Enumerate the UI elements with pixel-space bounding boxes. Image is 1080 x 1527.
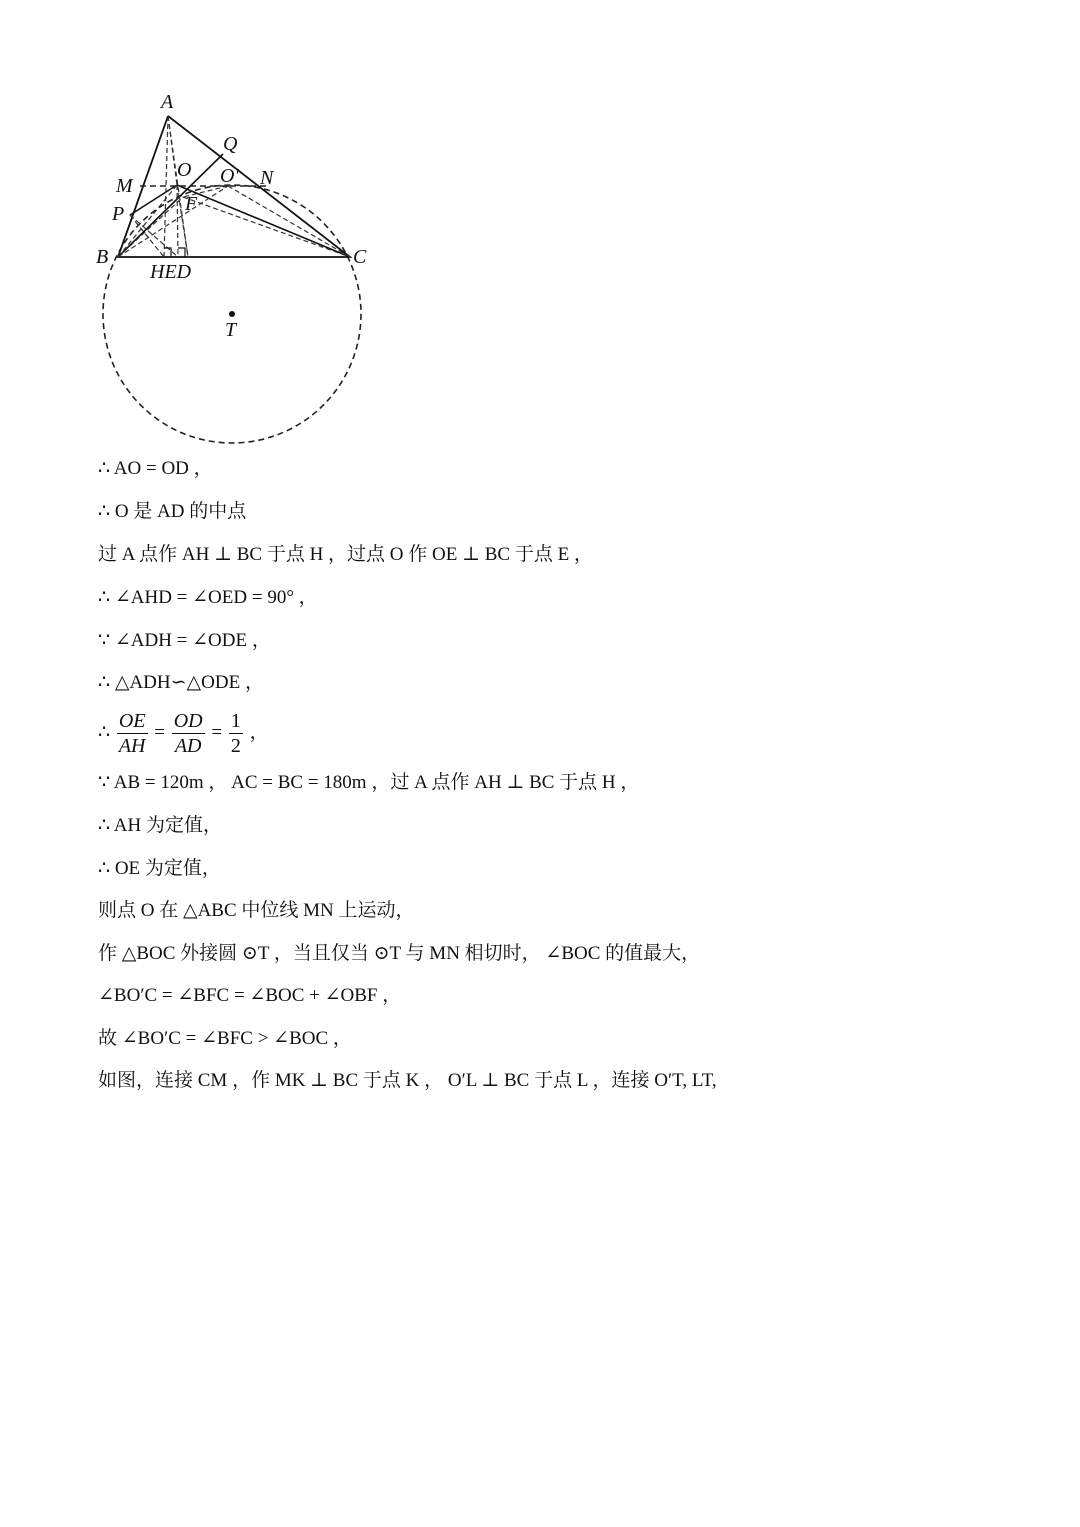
solution-line-13: ∠BO′C = ∠BFC = ∠BOC + ∠OBF ，	[98, 985, 402, 1006]
label-Q: Q	[223, 133, 238, 155]
solution-line-2: ∴ O 是 AD 的中点	[98, 501, 247, 522]
line-FC	[183, 197, 350, 257]
fraction-oe-ah	[117, 709, 148, 758]
label-N: N	[260, 167, 274, 189]
fraction-2-numerator: OD	[173, 710, 203, 733]
fraction-1-denominator: AH	[118, 735, 146, 758]
fraction-prefix: ∴	[98, 722, 111, 743]
fraction-one-half	[229, 709, 243, 758]
label-F: F	[185, 193, 198, 215]
fraction-3-numerator: 1	[230, 710, 241, 733]
fraction-2-denominator: AD	[174, 735, 202, 758]
center-T-dot	[229, 311, 235, 317]
solution-line-11: 则点 O 在 △ABC 中位线 MN 上运动，	[98, 900, 415, 921]
fraction-suffix: ，	[249, 722, 269, 743]
fraction-3-denominator: 2	[230, 735, 241, 758]
triangle-circle-diagram	[88, 82, 388, 450]
line-O2C	[228, 186, 350, 257]
label-O: O	[177, 159, 192, 181]
solution-line-12: 作 △BOC 外接圆 ⊙T ，当且仅当 ⊙T 与 MN 相切时， ∠BOC 的值最大，	[98, 943, 701, 964]
line-AO	[168, 116, 177, 185]
line-OE	[177, 185, 178, 257]
solution-line-3: 过 A 点作 AH ⊥ BC 于点 H ，过点 O 作 OE ⊥ BC 于点 E ，	[98, 544, 593, 565]
solution-line-5: ∵ ∠ADH = ∠ODE ，	[98, 630, 271, 651]
solution-line-7-fraction	[98, 705, 269, 761]
label-C: C	[353, 246, 367, 268]
solution-line-9: ∴ AH 为定值，	[98, 815, 222, 836]
line-BO2	[118, 186, 228, 257]
label-A: A	[161, 91, 174, 113]
fraction-od-ad	[172, 709, 205, 758]
label-HED: HED	[150, 261, 192, 283]
solution-line-15: 如图，连接 CM ，作 MK ⊥ BC 于点 K ， O′L ⊥ BC 于点 L ，连接 O′T, LT,	[98, 1070, 717, 1091]
fraction-1-numerator: OE	[118, 710, 146, 733]
label-P: P	[112, 203, 125, 225]
label-T: T	[225, 319, 237, 341]
geometry-figure	[88, 82, 388, 450]
right-angle-E	[178, 248, 185, 257]
equals-1: =	[154, 722, 165, 743]
solution-line-6: ∴ △ADH∽△ODE ，	[98, 672, 264, 693]
solution-line-1: ∴ AO = OD ，	[98, 458, 213, 479]
equals-2: =	[211, 722, 223, 743]
solution-line-4: ∴ ∠AHD = ∠OED = 90° ，	[98, 587, 318, 608]
solution-line-8: ∵ AB = 120m ， AC = BC = 180m ，过 A 点作 AH ⊥ BC 于点 H ，	[98, 772, 640, 793]
line-OC	[177, 185, 350, 257]
solution-line-14: 故 ∠BO′C = ∠BFC > ∠BOC ，	[98, 1028, 352, 1049]
label-O-prime: O'	[220, 165, 239, 187]
label-M: M	[116, 175, 133, 197]
label-B: B	[96, 246, 109, 268]
solution-line-10: ∴ OE 为定值，	[98, 858, 221, 879]
